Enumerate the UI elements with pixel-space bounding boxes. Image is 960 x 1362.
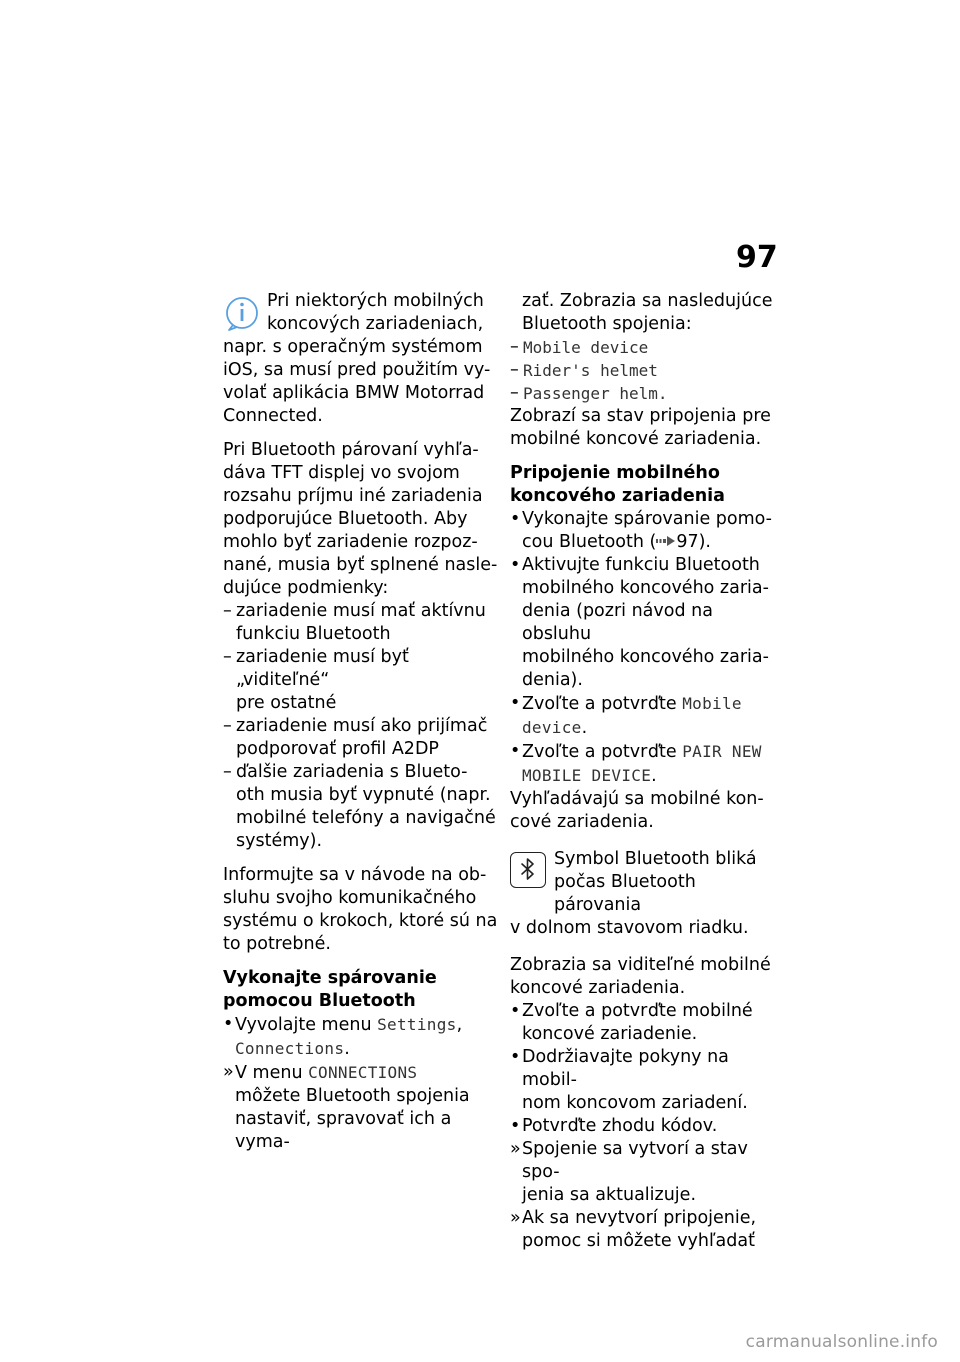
punct: .	[581, 718, 588, 738]
menu-code: Mobile	[682, 694, 742, 713]
text-line: Bluetooth spojenia:	[522, 314, 692, 334]
step-item	[223, 1013, 498, 1061]
dash-marker: –	[510, 337, 519, 357]
menu-code: PAIR NEW	[682, 742, 762, 761]
bullet-marker: •	[510, 555, 521, 575]
text-line: pre ostatné	[236, 693, 337, 713]
condition-item	[223, 600, 498, 646]
text-line: dáva TFT displej vo svojom	[223, 463, 460, 483]
info-icon	[223, 292, 263, 332]
left-column	[223, 290, 498, 1154]
heading-line: koncového zariadenia	[510, 486, 725, 506]
connection-name: Rider's helmet	[523, 361, 658, 380]
step-line	[235, 1037, 498, 1061]
step-text: cou Bluetooth (	[522, 532, 657, 552]
note-line: Connected.	[223, 406, 323, 426]
text-line: Zobrazia sa viditeľné mobilné	[510, 955, 771, 975]
bluetooth-symbol-icon	[510, 852, 546, 888]
step-line: mobilného koncového zaria-	[522, 578, 769, 598]
step-line: denia (pozri návod na obsluhu	[522, 601, 713, 644]
bullet-marker: •	[510, 741, 521, 761]
bluetooth-note	[510, 848, 785, 940]
result-item	[510, 1138, 785, 1207]
step-line: Dodržiavajte pokyny na mobil-	[522, 1047, 729, 1090]
text-line: ďalšie zariadenia s Blueto-	[236, 762, 468, 782]
dash-marker: –	[223, 647, 232, 667]
text-line: dujúce podmienky:	[223, 578, 389, 598]
step-item	[510, 740, 785, 788]
step-line: mobilného koncového zaria-	[522, 647, 769, 667]
note-line: v dolnom stavovom riadku.	[510, 918, 749, 938]
note-line: Pri niektorých mobilných	[267, 291, 484, 311]
step-line: koncové zariadenie.	[522, 1024, 698, 1044]
page-ref-arrow-icon	[656, 535, 676, 547]
result-item	[510, 1207, 785, 1253]
text-line: oth musia byť vypnuté (napr.	[236, 785, 491, 805]
text-line: podporujúce Bluetooth. Aby	[223, 509, 468, 529]
step-item	[510, 1115, 785, 1138]
menu-code: Settings	[377, 1015, 457, 1034]
note-line: počas Bluetooth párovania	[554, 872, 696, 915]
text-line: mobilné telefóny a navigačné	[236, 808, 496, 828]
menu-code: CONNECTIONS	[308, 1063, 418, 1082]
section-heading	[223, 967, 498, 1013]
step-line	[522, 764, 785, 788]
result-line: Ak sa nevytvorí pripojenie,	[522, 1208, 757, 1228]
step-line: Aktivujte funkciu Bluetooth	[522, 555, 760, 575]
info-note	[223, 290, 498, 428]
step-text: Zvoľte a potvrďte	[522, 694, 683, 714]
text-line: mohlo byť zariadenie rozpoz-	[223, 532, 478, 552]
condition-item	[223, 715, 498, 761]
bullet-marker: •	[510, 509, 521, 529]
right-column	[510, 290, 785, 1253]
text-line: mobilné koncové zariadenia.	[510, 429, 762, 449]
step-item	[510, 1000, 785, 1046]
step-line	[522, 716, 785, 740]
connection-name: Mobile device	[523, 338, 649, 357]
result-marker: »	[510, 1208, 521, 1228]
result-line: môžete Bluetooth spojenia	[235, 1086, 470, 1106]
result-item	[223, 1061, 498, 1154]
step-line: nom koncovom zariadení.	[522, 1093, 748, 1113]
result-line	[235, 1061, 498, 1085]
step-line	[522, 692, 785, 716]
text-line: Vyhľadávajú sa mobilné kon-	[510, 789, 764, 809]
text-line: nané, musia byť splnené nasle-	[223, 555, 498, 575]
condition-item	[223, 646, 498, 715]
dash-marker: –	[510, 383, 519, 403]
note-line: napr. s operačným systémom	[223, 337, 483, 357]
step-line: Zvoľte a potvrďte mobilné	[522, 1001, 753, 1021]
dash-marker: –	[510, 360, 519, 380]
text-line: zariadenie musí mať aktívnu	[236, 601, 486, 621]
text-line: Pri Bluetooth párovaní vyhľa-	[223, 440, 479, 460]
text-line: rozsahu príjmu iné zariadenia	[223, 486, 483, 506]
result-line: jenia sa aktualizuje.	[522, 1185, 697, 1205]
menu-code: Connections	[235, 1039, 345, 1058]
connection-item	[510, 382, 785, 405]
text-line: zariadenie musí ako prijímač	[236, 716, 488, 736]
step-line	[235, 1013, 498, 1037]
heading-line: Pripojenie mobilného	[510, 463, 720, 483]
dash-marker: –	[223, 762, 232, 782]
bullet-marker: •	[510, 1116, 521, 1136]
bullet-marker: •	[510, 1001, 521, 1021]
visible-devices-paragraph	[510, 954, 785, 1000]
text-line: systému o krokoch, ktoré sú na	[223, 911, 498, 931]
text-line: funkciu Bluetooth	[236, 624, 391, 644]
heading-line: Vykonajte spárovanie	[223, 968, 437, 988]
note-line: iOS, sa musí pred použitím vy-	[223, 360, 491, 380]
step-line	[522, 531, 785, 554]
step-line: Potvrďte zhodu kódov.	[522, 1116, 718, 1136]
punct: .	[344, 1039, 350, 1059]
page-ref[interactable]: 97).	[676, 532, 711, 552]
condition-item	[223, 761, 498, 853]
connection-item	[510, 336, 785, 359]
bullet-marker: •	[510, 693, 521, 713]
dash-marker: –	[223, 716, 232, 736]
status-paragraph	[510, 405, 785, 451]
text-line: zať. Zobrazia sa nasledujúce	[522, 291, 773, 311]
text-line: Zobrazí sa stav pripojenia pre	[510, 406, 771, 426]
text-line: podporovať profil A2DP	[236, 739, 439, 759]
menu-code: MOBILE DEVICE	[522, 766, 652, 785]
step-line: Vykonajte spárovanie pomo-	[522, 509, 772, 529]
step-line	[522, 740, 785, 764]
result-line: nastaviť, spravovať ich a vyma-	[235, 1109, 452, 1152]
step-line: denia).	[522, 670, 583, 690]
note-line: Symbol Bluetooth bliká	[554, 849, 757, 869]
text-line: cové zariadenia.	[510, 812, 654, 832]
search-paragraph	[510, 788, 785, 834]
step-item	[510, 1046, 785, 1115]
step-item	[510, 508, 785, 554]
connection-name: Passenger helm.	[523, 384, 668, 403]
note-line: koncových zariadeniach,	[267, 314, 484, 334]
result-line: pomoc si môžete vyhľadať	[522, 1231, 755, 1251]
note-line: volať aplikácia BMW Motorrad	[223, 383, 485, 403]
result-marker: »	[223, 1062, 234, 1082]
heading-line: pomocou Bluetooth	[223, 991, 416, 1011]
menu-code: device	[522, 718, 582, 737]
text-line: zariadenie musí byť „viditeľné“	[236, 647, 409, 690]
text-line: to potrebné.	[223, 934, 331, 954]
punct: .	[651, 766, 657, 786]
bullet-marker: •	[223, 1014, 234, 1034]
result-continued	[510, 290, 785, 336]
text-line: koncové zariadenia.	[510, 978, 686, 998]
result-line: Spojenie sa vytvorí a stav spo-	[522, 1139, 748, 1182]
text-line: systémy).	[236, 831, 323, 851]
step-item	[510, 692, 785, 740]
dash-marker: –	[223, 601, 232, 621]
page-number: 97	[736, 240, 778, 275]
section-heading	[510, 462, 785, 508]
result-marker: »	[510, 1139, 521, 1159]
connection-item	[510, 359, 785, 382]
bullet-marker: •	[510, 1047, 521, 1067]
step-item	[510, 554, 785, 692]
step-text: Zvoľte a potvrďte	[522, 742, 683, 762]
inform-paragraph	[223, 864, 498, 956]
separator: ,	[456, 1015, 463, 1035]
text-line: sluhu svojho komunikačného	[223, 888, 477, 908]
result-text: V menu	[235, 1063, 309, 1083]
bluetooth-pairing-paragraph	[223, 439, 498, 853]
text-line: Informujte sa v návode na ob-	[223, 865, 487, 885]
step-text: Vyvolajte menu	[235, 1015, 378, 1035]
watermark: carmanualsonline.info	[745, 1332, 938, 1352]
